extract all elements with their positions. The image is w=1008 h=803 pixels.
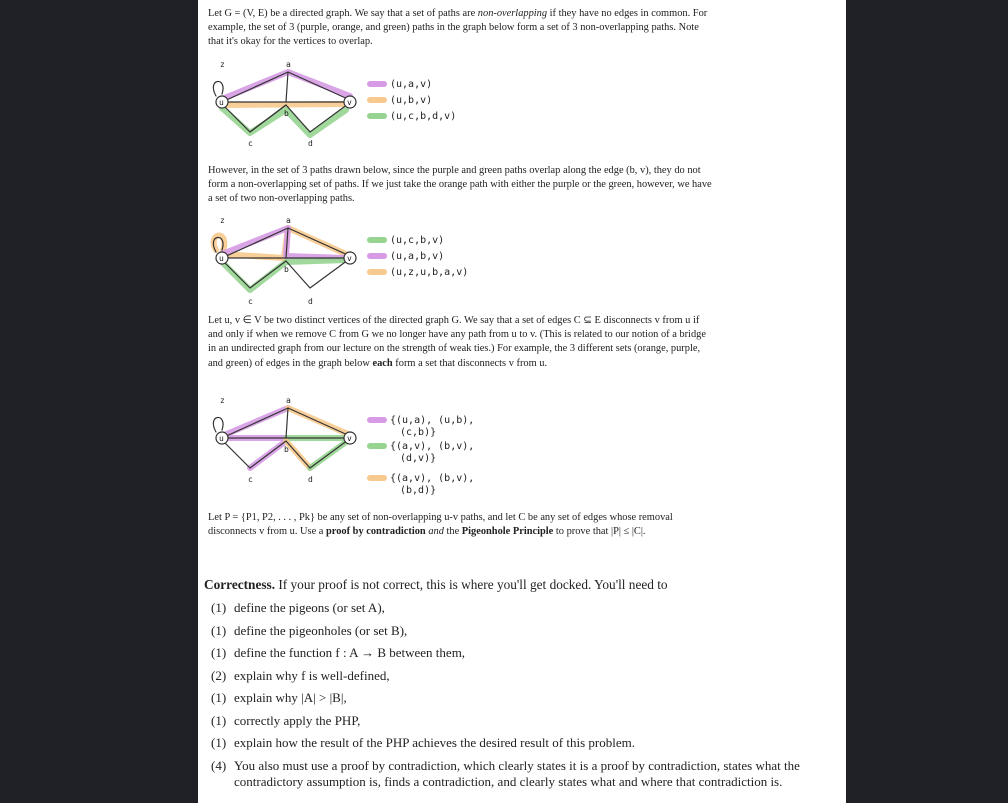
graph-figure-1 [198,58,846,150]
vertex-v-label: v [347,434,352,443]
legend-label-green: (u,c,b,d,v) [390,111,457,122]
rubric-item-points: (1) [211,712,227,728]
vertex-b-label: b [284,265,289,274]
vertex-c-label: c [248,139,253,148]
vertex-c-label: c [248,297,253,306]
rubric-item [204,735,804,751]
paragraph-overlap-example: However, in the set of 3 paths drawn below, since the purple and green paths overlap along the edge (b, v), they do not form a non-overlapping set of paths. If we just take the orange path with either the purple or the green, however, we have a set of two non-overlapping paths. [208,165,712,205]
rubric-item-points: (1) [211,690,227,705]
rubric-heading-bold: Correctness. [204,577,276,592]
legend-label-purple: (u,a,v) [390,79,433,90]
para4-bold-proof: proof by contradiction [326,526,426,538]
paragraph-non-overlapping-definition [208,7,713,50]
para3-bold: each [372,357,393,369]
graph-figure-2 [198,214,846,308]
legend-green-line2: (d,v)} [400,453,437,464]
graph-figure-3 [198,394,846,506]
legend-label-green: (u,c,b,v) [390,235,445,246]
vertex-d-label: d [308,297,313,306]
para1-term: non-overlapping [477,8,548,19]
vertex-d-label: d [308,139,313,148]
rubric-item [204,645,804,661]
vertex-a-label: a [286,216,291,225]
vertex-u-label: u [219,98,224,107]
vertex-a-label: a [286,60,291,69]
rubric-item [204,623,804,639]
document-page [198,0,846,803]
vertex-u-label: u [219,254,224,263]
paragraph-problem-statement [208,511,713,539]
rubric-item-points: (1) [211,600,227,615]
vertex-d-label: d [308,475,313,484]
rubric-item [204,758,804,790]
para3-end: form a set that disconnects v from u. [395,357,548,369]
rubric-item [204,690,804,706]
vertex-z-label: z [220,60,225,69]
rubric-item-points: (1) [211,622,227,638]
rubric-item-text: define the pigeonholes (or set B), [234,622,408,638]
vertex-v-label: v [347,98,352,107]
rubric-item-points: (1) [211,735,227,750]
rubric-item-text: define the pigeons (or set A), [234,600,385,615]
vertex-v-label: v [347,254,352,263]
para4-end: to prove that |P| ≤ |C|. [553,526,646,538]
para4-bold-php: Pigeonhole Principle [461,526,554,538]
vertex-u-label: u [219,434,224,443]
vertex-z-label: z [220,396,225,405]
para4-and: and [425,526,444,538]
rubric-item-text: define the function f : A → B between them, [234,645,466,660]
legend-purple-line2: (c,b)} [400,427,437,438]
para1-rest: if they have no edges in common. For example, the set of 3 (purple, orange, and green) paths in the graph below form a set of 3 non-overlapping paths. Note that it's okay for the vertices to overlap. [208,8,708,48]
legend-green-line1: {(a,v), (b,v), [390,441,475,452]
legend-label-orange: (u,z,u,b,a,v) [390,267,469,278]
vertex-b-label: b [284,445,289,454]
legend-purple-line1: {(u,a), (u,b), [390,415,475,426]
rubric-heading [204,576,804,594]
rubric-item [204,668,804,684]
para1-intro: Let G = (V, E) be a directed graph. We say that a set of paths are [208,8,478,19]
para4-text: Let P = {P1, P2, . . . , Pk} be any set of non-overlapping u-v paths, and let C be any set of edges whose removal disconnects v from u. Use a [208,512,673,538]
rubric-item-text: explain how the result of the PHP achieves the desired result of this problem. [234,735,635,750]
rubric-item-text: correctly apply the PHP, [234,712,361,728]
para4-the: the [443,526,462,538]
legend-label-orange: (u,b,v) [390,95,433,106]
rubric-item-points: (1) [211,645,227,660]
vertex-c-label: c [248,475,253,484]
vertex-b-label: b [284,109,289,118]
rubric-section [204,576,804,796]
paragraph-disconnect-definition [208,314,713,371]
rubric-item [204,713,804,729]
rubric-item-text: You also must use a proof by contradiction, which clearly states it is a proof by contradiction, states what the contradictory assumption is, finds a contradiction, and clearly states what and where that contradiction is. [234,757,800,789]
rubric-heading-rest: If your proof is not correct, this is where you'll get docked. You'll need to [275,577,668,592]
legend-label-purple: (u,a,b,v) [390,251,445,262]
rubric-item-points: (2) [211,667,227,683]
legend-orange-line1: {(a,v), (b,v), [390,473,475,484]
rubric-item-text: explain why |A| > |B|, [234,690,347,705]
rubric-item [204,600,804,616]
rubric-item-points: (4) [211,757,227,773]
legend-orange-line2: (b,d)} [400,485,437,496]
vertex-z-label: z [220,216,225,225]
vertex-a-label: a [286,396,291,405]
rubric-item-text: explain why f is well-defined, [234,667,390,683]
para3-text: Let u, v ∈ V be two distinct vertices of the directed graph G. We say that a set of edges C ⊆ E disconnects v from u if and only if when we remove C from G we no longer have any path from u to v. (This is related to our notion of a bridge in an undirected graph from our lecture on the strength of weak ties.) For example, the 3 different sets (orange, purple, and green) of edges in the graph below [208,315,706,369]
